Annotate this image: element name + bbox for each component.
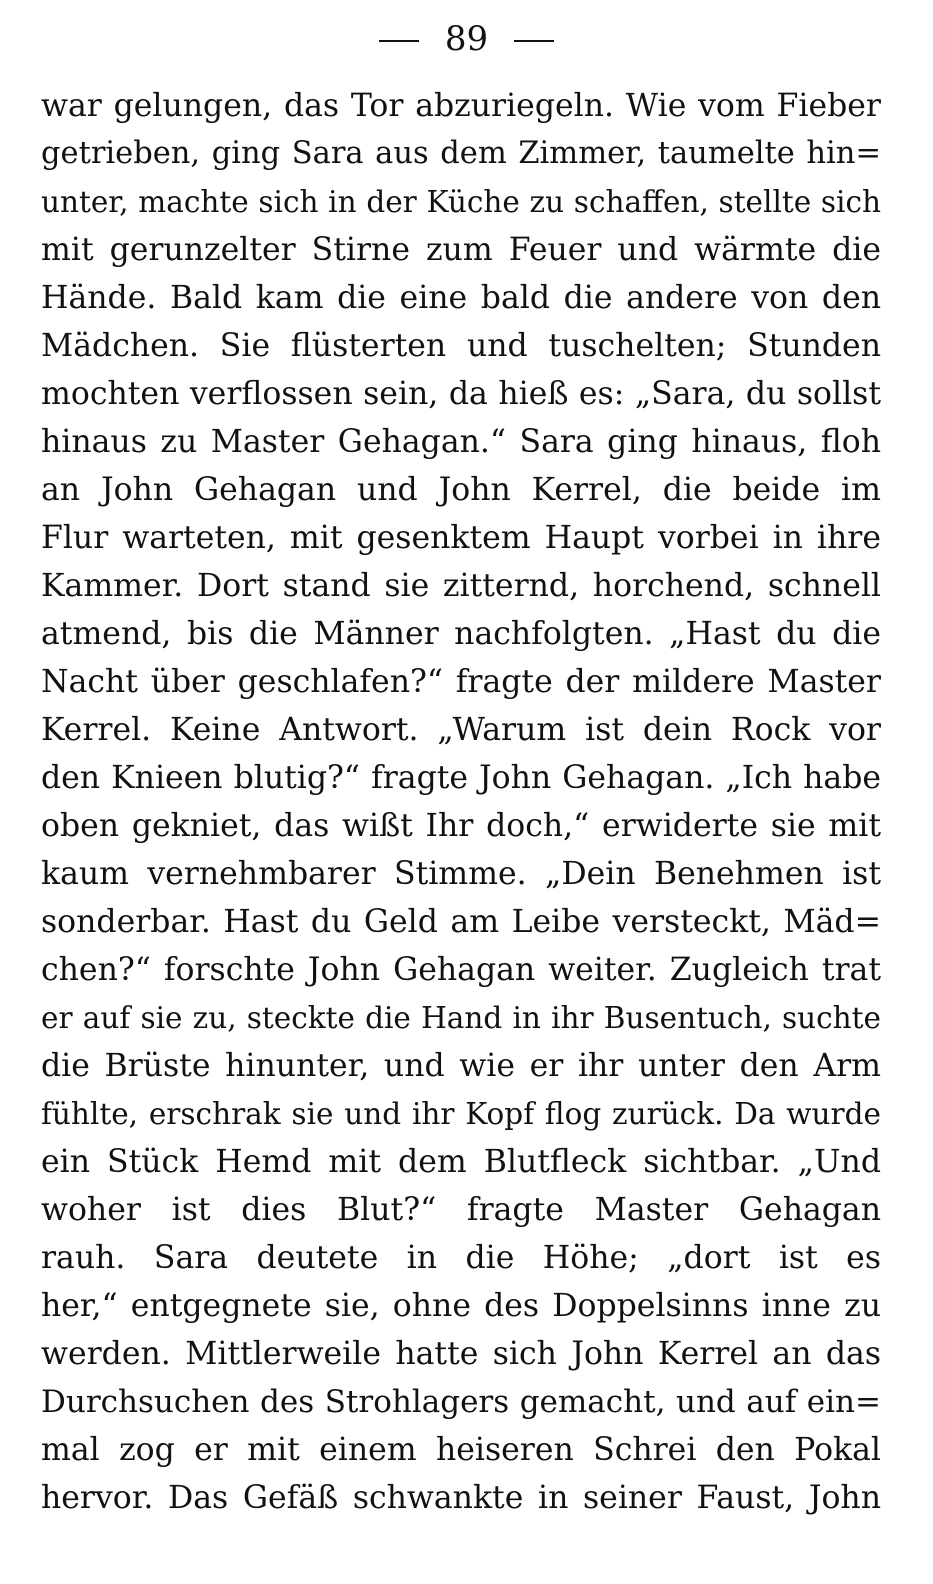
text-line: Nacht über geschlafen?“ fragte der mildere Master <box>41 664 881 700</box>
text-line: mit gerunzelter Stirne zum Feuer und wärmte die <box>41 232 881 268</box>
text-line: fühlte, erschrak sie und ihr Kopf flog zurück. Da wurde <box>41 1097 881 1131</box>
text-line: chen?“ forschte John Gehagan weiter. Zugleich trat <box>41 952 881 988</box>
page-header <box>0 14 933 64</box>
header-dash-left <box>379 40 419 42</box>
text-line: war gelungen, das Tor abzuriegeln. Wie vom Fieber <box>41 88 881 124</box>
text-line: mal zog er mit einem heiseren Schrei den Pokal <box>41 1432 881 1468</box>
text-line: er auf sie zu, steckte die Hand in ihr Busentuch, suchte <box>41 1001 881 1035</box>
header-dash-right <box>514 40 554 42</box>
text-line: ein Stück Hemd mit dem Blutfleck sichtbar. „Und <box>41 1144 881 1180</box>
text-line: an John Gehagan und John Kerrel, die beide im <box>41 472 881 508</box>
text-line: hervor. Das Gefäß schwankte in seiner Faust, John <box>41 1480 881 1516</box>
text-line: her,“ entgegnete sie, ohne des Doppelsinns inne zu <box>41 1288 881 1324</box>
text-line: unter, machte sich in der Küche zu schaffen, stellte sich <box>41 185 881 219</box>
text-line: Hände. Bald kam die eine bald die andere von den <box>41 280 881 316</box>
text-line: den Knieen blutig?“ fragte John Gehagan. „Ich habe <box>41 760 881 796</box>
text-line: woher ist dies Blut?“ fragte Master Gehagan <box>41 1192 881 1228</box>
page-number: 89 <box>444 19 489 59</box>
text-line: getrieben, ging Sara aus dem Zimmer, taumelte hin= <box>41 136 881 171</box>
text-line: hinaus zu Master Gehagan.“ Sara ging hinaus, floh <box>41 424 881 460</box>
text-line: oben gekniet, das wißt Ihr doch,“ erwiderte sie mit <box>41 808 881 844</box>
text-line: Mädchen. Sie flüsterten und tuschelten; Stunden <box>41 328 881 364</box>
text-line: Durchsuchen des Strohlagers gemacht, und auf ein= <box>41 1384 881 1420</box>
text-line: rauh. Sara deutete in die Höhe; „dort ist es <box>41 1240 881 1276</box>
text-line: die Brüste hinunter, und wie er ihr unter den Arm <box>41 1048 881 1084</box>
text-line: werden. Mittlerweile hatte sich John Kerrel an das <box>41 1336 881 1372</box>
text-line: Flur warteten, mit gesenktem Haupt vorbei in ihre <box>41 520 881 556</box>
text-line: sonderbar. Hast du Geld am Leibe versteckt, Mäd= <box>41 904 881 940</box>
text-line: kaum vernehmbarer Stimme. „Dein Benehmen ist <box>41 856 881 892</box>
text-line: mochten verflossen sein, da hieß es: „Sara, du sollst <box>41 376 881 412</box>
text-line: Kammer. Dort stand sie zitternd, horchend, schnell <box>41 568 881 604</box>
text-line: atmend, bis die Männer nachfolgten. „Hast du die <box>41 616 881 652</box>
page-body <box>41 82 881 1522</box>
text-line: Kerrel. Keine Antwort. „Warum ist dein Rock vor <box>41 712 881 748</box>
